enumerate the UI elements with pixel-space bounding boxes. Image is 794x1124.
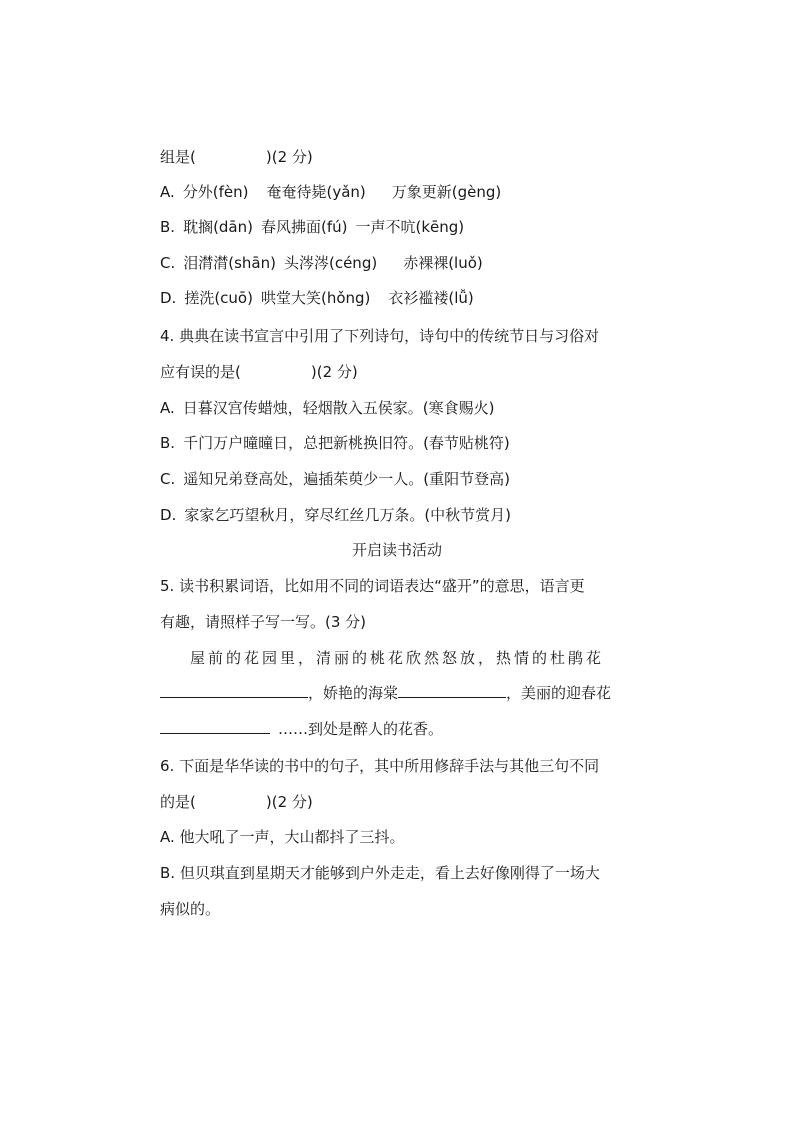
q5-blank-1[interactable]: [160, 696, 308, 698]
q6-stem-text: 的是(: [160, 793, 196, 811]
option-label: C.: [160, 254, 176, 272]
q6-stem-line2: [160, 791, 313, 813]
option-item: 泪潸潸(shān): [183, 254, 276, 272]
section-title: 开启读书活动: [351, 541, 442, 559]
option-item: 哄堂大笑(hǒng): [260, 289, 371, 307]
option-item: 耽搁(dān): [183, 218, 253, 236]
option-item: 万象更新(gèng): [391, 183, 502, 201]
option-label: B.: [160, 434, 176, 452]
option-label: D.: [160, 289, 177, 307]
option-label: D.: [160, 506, 177, 524]
q3-score: )(2 分): [265, 148, 313, 166]
q5-passage-line3: [160, 718, 443, 740]
q4-option-b: [160, 432, 510, 454]
option-item: 分外(fèn): [182, 183, 249, 201]
option-item: 头涔涔(céng): [283, 254, 378, 272]
q5-stem-line2: 有趣，请照样子写一写。(3 分): [160, 613, 367, 631]
option-item: 赤裸裸(luǒ): [403, 254, 483, 272]
option-item: 一声不吭(kēng): [355, 218, 465, 236]
option-label: B.: [160, 218, 176, 236]
q4-stem-text: 应有误的是(: [160, 363, 241, 381]
option-label: C.: [160, 470, 176, 488]
option-text: 日暮汉宫传蜡烛，轻烟散入五侯家。(寒食赐火): [182, 399, 495, 417]
q3-stem-end: [160, 146, 313, 168]
option-label: A.: [160, 399, 175, 417]
option-label: A.: [160, 183, 175, 201]
q5-blank-2[interactable]: [398, 696, 506, 698]
option-text: 家家乞巧望秋月，穿尽红丝几万条。(中秋节赏月): [184, 506, 512, 524]
q6-option-a: A. 他大吼了一声，大山都抖了三抖。: [160, 828, 405, 846]
q5-passage-text: ，娇艳的海棠: [308, 684, 399, 702]
option-item: 春风拂面(fú): [261, 218, 348, 236]
q5-stem-line1: 5. 读书积累词语，比如用不同的词语表达“盛开”的意思，语言更: [160, 577, 585, 595]
option-text: 千门万户曈曈日，总把新桃换旧符。(春节贴桃符): [183, 434, 510, 452]
q6-stem-line1: 6. 下面是华华读的书中的句子，其中所用修辞手法与其他三句不同: [160, 757, 600, 775]
q5-passage-line2: [160, 682, 611, 704]
q3-option-d: [160, 287, 474, 309]
q3-option-b: [160, 216, 464, 238]
q4-option-a: [160, 397, 494, 419]
q4-stem-line2: [160, 361, 358, 383]
option-item: 搓洗(cuō): [184, 289, 253, 307]
option-text: 遥知兄弟登高处，遍插茱萸少一人。(重阳节登高): [183, 470, 510, 488]
q6-option-b-line2: 病似的。: [160, 900, 221, 918]
q3-option-a: [160, 181, 501, 203]
q4-option-c: [160, 468, 510, 490]
q3-stem-text: 组是(: [160, 148, 196, 166]
option-item: 奄奄待毙(yǎn): [266, 183, 366, 201]
q3-option-c: [160, 252, 483, 274]
q5-passage-line1: 屋前的花园里，清丽的桃花欣然怒放，热情的杜鹃花: [190, 649, 605, 667]
q5-blank-3[interactable]: [160, 732, 270, 734]
q6-option-b-line1: B. 但贝琪直到星期天才能够到户外走走，看上去好像刚得了一场大: [160, 864, 600, 882]
option-item: 衣衫褴褛(lǚ): [388, 289, 474, 307]
q6-score: )(2 分): [265, 793, 313, 811]
q5-passage-text: ……到处是醉人的花香。: [278, 720, 444, 738]
q4-score: )(2 分): [310, 363, 358, 381]
q4-stem-line1: 4. 典典在读书宣言中引用了下列诗句，诗句中的传统节日与习俗对: [160, 327, 600, 345]
q5-passage-text: ，美丽的迎春花: [506, 684, 612, 702]
q4-option-d: [160, 504, 511, 526]
